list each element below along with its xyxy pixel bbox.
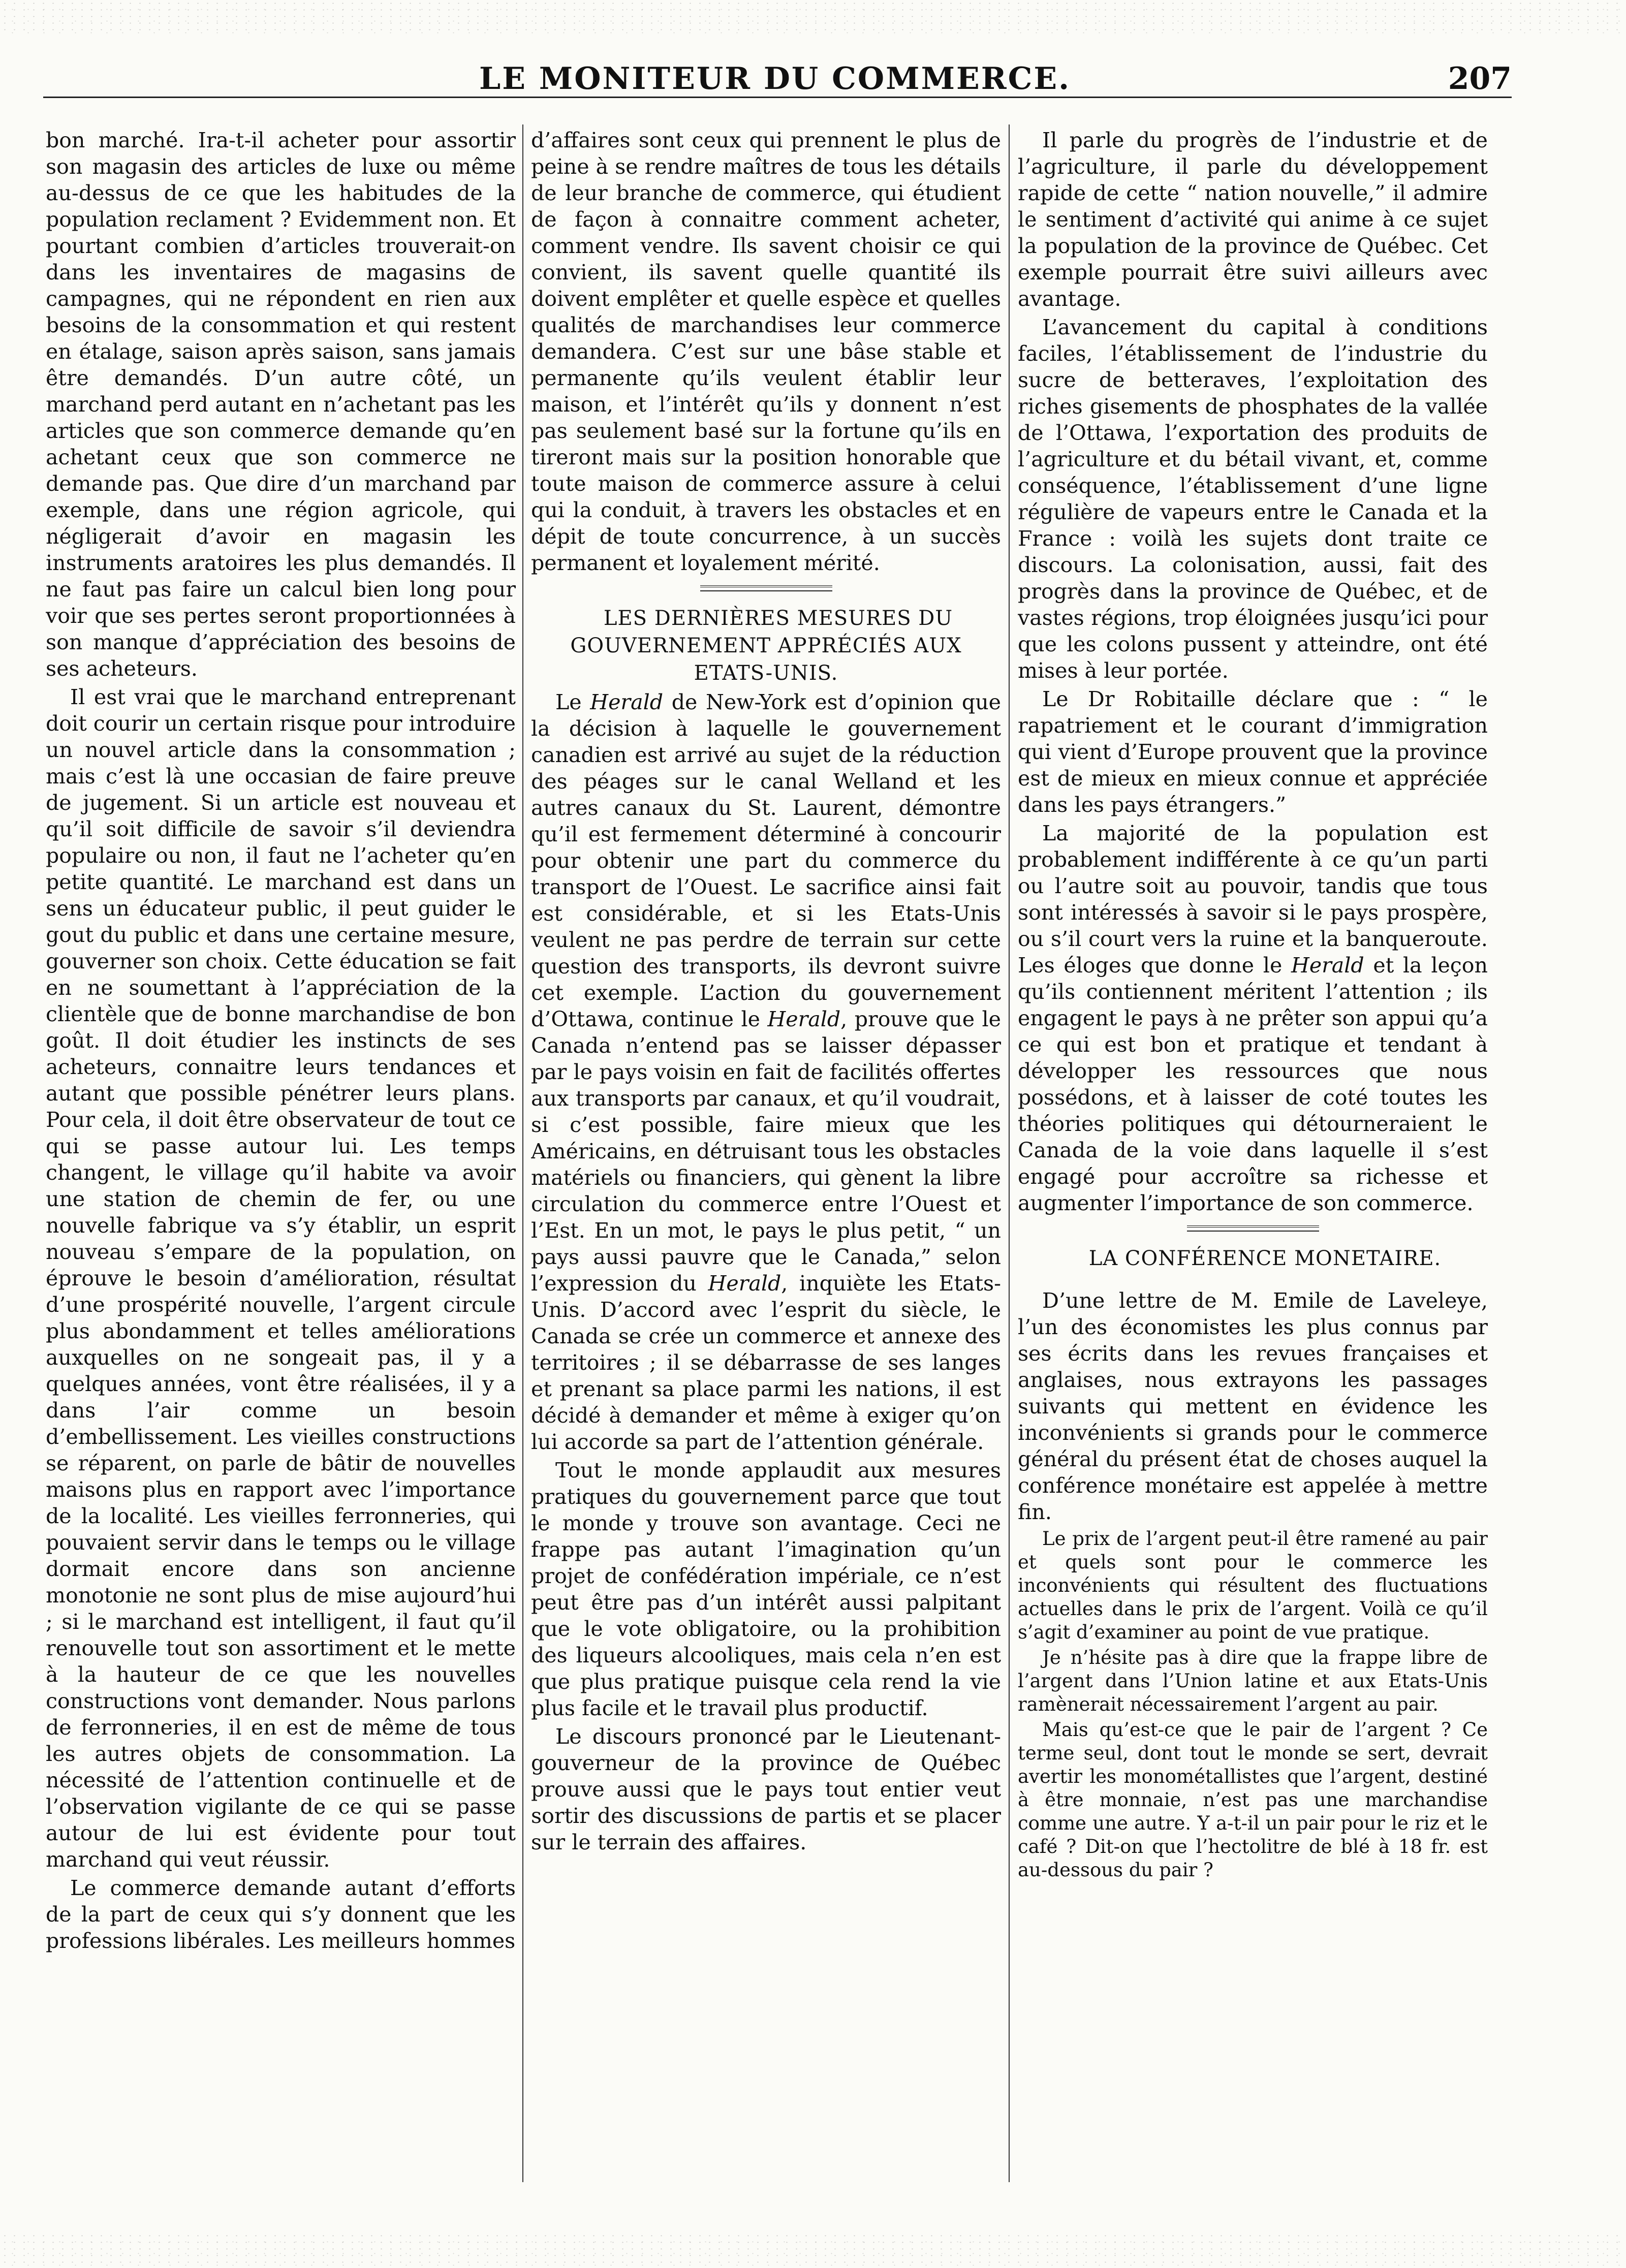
text-run: de New-York est d’opinion que la décision à laquelle le gouvernement canadien est arrivé au sujet de la réduction des péages sur le canal Welland et les autres canaux du St. Laurent, démontre qu’il est fermement déterminé à concourir pour obtenir une part du commerce du transport de l’Ouest. Le sacrifice ainsi fait est considérable, et si les Etats-Unis veulent ne pas perdre de terrain sur cette question des transports, ils devront suivre cet exemple. L’action du gouvernement d’Ottawa, continue le [531,690,1001,1031]
paragraph [531,689,1001,1455]
paragraph: Il est vrai que le marchand entreprenant doit courir un certain risque pour introduire un nouvel article dans la consommation ; mais c’est là une occasian de faire preuve de jugement. Si un article est nouveau et qu’il soit difficile de savoir s’il deviendra populaire ou non, il faut ne l’acheter qu’en petite quantité. Le marchand est dans un sens un éducateur public, il peut guider le gout du public et dans une certaine mesure, gouverner son choix. Cette éducation se fait en ne soumettant à l’appréciation de la clientèle que de bonne marchandise de bon goût. Il doit étudier les instincts de ses acheteurs, connaitre leurs tendances et autant que possible pénétrer leurs plans. Pour cela, il doit être observateur de tout ce qui se passe autour lui. Les temps changent, le village qu’il habite va avoir une station de chemin de fer, ou une nouvelle fabrique va s’y établir, un esprit nouveau s’empare de la population, on éprouve le besoin d’amélioration, résultat d’une prospérité nouvelle, l’argent circule plus abondamment et telles améliorations auxquelles on ne songeait pas, il y a quelques années, vont être réalisées, il y a dans l’air comme un besoin d’embellissement. Les vieilles constructions se réparent, on parle de bâtir de nouvelles maisons plus en rapport avec l’importance de la localité. Les vieilles ferronneries, qui pouvaient servir dans le temps ou le village dormait encore dans son ancienne monotonie ne sont plus de mise aujourd’hui ; si le marchand est intelligent, il faut qu’il renouvelle tout son assortiment et le mette à la hauteur de ce que les nouvelles constructions vont demander. Nous parlons de ferronneries, il en est de même de tous les autres objets de consommation. La nécessité de l’attention continuelle et de l’observation vigilante de ce qui se passe autour de lui est évidente pour tout marchand qui veut réussir. [46,685,516,1872]
column-divider [1009,124,1010,2182]
column-2 [531,127,1001,2180]
column-divider [522,124,523,2182]
article-headline: LES DERNIÈRES MESURES DU GOUVERNEMENT APPRÉCIÉS AUX ETATS-UNIS. [570,607,962,685]
paragraph: Mais qu’est-ce que le pair de l’argent ? Ce terme seul, dont tout le monde se sert, devrait avertir les monométallistes que l’argent, destiné à être monnaie, n’est pas une marchandise comme une autre. Y a-t-il un pair pour le riz et le café ? Dit-on que l’hectolitre de blé à 18 fr. est au-dessous du pair ? [1018,1719,1488,1881]
paragraph: Le Dr Robitaille déclare que : “ le rapatriement et le courant d’immigration qui vient d’Europe prouvent que la province est de mieux en mieux connue et appréciée dans les pays étrangers.” [1018,687,1488,817]
paragraph [1018,820,1488,1216]
newspaper-name: Herald [1291,953,1364,978]
article-headline: LA CONFÉRENCE MONETAIRE. [1088,1247,1442,1270]
top-edge-speckle [0,0,1626,36]
text-run: et la leçon qu’ils contiennent méritent l’attention ; ils engagent le pays à ne prêter son appui qu’a ce qui est bon et pratique et tendant à développer les ressources que nous possédons, et à laisser de coté toutes les théories politiques qui détourneraient le Canada de la voie dans laquelle il s’est engagé pour accroître sa richesse et augmenter l’importance de son commerce. [1018,953,1488,1215]
paragraph: Tout le monde applaudit aux mesures pratiques du gouvernement parce que tout le monde y trouve son avantage. Ceci ne frappe pas autant l’imagination qu’un projet de confédération impériale, ce n’est peut être pas d’un intérêt aussi palpitant que le vote obligatoire, ou la prohibition des liqueurs alcooliques, mais cela n’en est que plus pratique puisque cela rend la vie plus facile et le travail plus productif. [531,1458,1001,1720]
text-run: La majorité de la population est probablement indifférente à ce qu’un parti ou l’autre soit au pouvoir, tandis que tous sont intéressés à savoir si le pays prospère, ou s’il court vers la ruine et la banqueroute. Les éloges que donne le [1018,821,1488,978]
paragraph: Le commerce demande autant d’efforts de la part de ceux qui s’y donnent que les professions libérales. Les meilleurs hommes [46,1876,516,1953]
page-number: 207 [1448,61,1512,97]
newspaper-name: Herald [708,1271,781,1296]
section-separator [1187,1225,1319,1232]
paragraph: Je n’hésite pas à dire que la frappe libre de l’argent dans l’Union latine et aux Etats-Unis ramènerait nécessairement l’argent au pair. [1018,1647,1488,1715]
paragraph: L’avancement du capital à conditions faciles, l’établissement de l’industrie du sucre de betteraves, l’exploitation des riches gisements de phosphates de la vallée de l’Ottawa, l’exportation des produits de l’agriculture et du bétail vivant, et, comme conséquence, l’établissement d’une ligne régulière de vapeurs entre le Canada et la France : voilà les sujets dont traite ce discours. La colonisation, aussi, fait des progrès dans la province de Québec, et de vastes régions, trop éloignées jusqu’ici pour que les colons pussent y atteindre, ont été mises à leur portée. [1018,315,1488,683]
section-separator [700,585,832,591]
paragraph: D’une lettre de M. Emile de Laveleye, l’un des économistes les plus connus par ses écrits dans les revues françaises et anglaises, nous extrayons les passages suivants qui mettent en évidence les inconvénients si grands pour le commerce général du présent état de choses auquel la conférence monétaire est appelée à mettre fin. [1018,1288,1488,1524]
paragraph: Il parle du progrès de l’industrie et de l’agriculture, il parle du développement rapide de cette “ nation nouvelle,” il admire le sentiment d’activité qui anime à ce sujet la population de la province de Québec. Cet exemple pourrait être suivi ailleurs avec avantage. [1018,128,1488,311]
newspaper-name: Herald [767,1007,841,1031]
text-run: , prouve que le Canada n’entend pas se laisser dépasser par le pays voisin en fait de facilités offertes aux transports par canaux, et qu’il voudrait, si c’est possible, faire mieux que les Américains, en détruisant tous les obstacles matériels ou financiers, qui gènent la libre circulation du commerce entre l’Ouest et l’Est. En un mot, le pays le plus petit, “ un pays aussi pauvre que le Canada,” selon l’expression du [531,1007,1001,1296]
bottom-edge-speckle [0,2232,1626,2268]
column-3 [1018,127,1488,2180]
text-run: , inquiète les Etats-Unis. D’accord avec l’esprit du siècle, le Canada se crée un commerce et annexe des territoires ; il se débarrasse de ses langes et prenant sa place parmi les nations, il est décidé à demander et même à exiger qu’on lui accorde sa part de l’attention générale. [531,1271,1001,1454]
paragraph: Le discours prononcé par le Lieutenant-gouverneur de la province de Québec prouve aussi que le pays tout entier veut sortir des discussions de partis et se placer sur le terrain des affaires. [531,1724,1001,1854]
text-run: Le [555,690,590,714]
paragraph: bon marché. Ira-t-il acheter pour assortir son magasin des articles de luxe ou même au-dessus de ce que les habitudes de la population reclament ? Evidemment non. Et pourtant combien d’articles trouverait-on dans les inventaires de magasins de campagnes, qui ne répondent en rien aux besoins de la consommation et qui restent en étalage, saison après saison, sans jamais être demandés. D’un autre côté, un marchand perd autant en n’achetant pas les articles que son commerce demande qu’en achetant ceux que son commerce ne demande pas. Que dire d’un marchand par exemple, dans une région agricole, qui négligerait d’avoir en magasin les instruments aratoires les plus demandés. Il ne faut pas faire un calcul bien long pour voir que ses pertes seront proportionnées à son manque d’appréciation des besoins de ses acheteurs. [46,128,516,681]
paragraph: Le prix de l’argent peut-il être ramené au pair et quels sont pour le commerce les inconvénients qui résultent des fluctuations actuelles dans le prix de l’argent. Voilà ce qu’il s’agit d’examiner au point de vue pratique. [1018,1528,1488,1643]
masthead-title: LE MONITEUR DU COMMERCE. [479,61,1071,97]
page-header [43,61,1512,102]
column-1 [46,127,516,2180]
paragraph: d’affaires sont ceux qui prennent le plus de peine à se rendre maîtres de tous les détails de leur branche de commerce, qui étudient de façon à connaitre comment acheter, comment vendre. Ils savent choisir ce qui convient, ils savent quelle quantité ils doivent emplêter et quelle espèce et quelles qualités de marchandises leur commerce demandera. C’est sur une bâse stable et permanente qu’ils veulent établir leur maison, et l’intérêt qu’ils y donnent n’est pas seulement basé sur la fortune qu’ils en tireront mais sur la position honorable que toute maison de commerce assure à celui qui la conduit, à travers les obstacles et en dépit de toute concurrence, à un succès permanent et loyalement mérité. [531,128,1001,575]
header-rule [43,97,1512,98]
newspaper-name: Herald [590,690,664,714]
